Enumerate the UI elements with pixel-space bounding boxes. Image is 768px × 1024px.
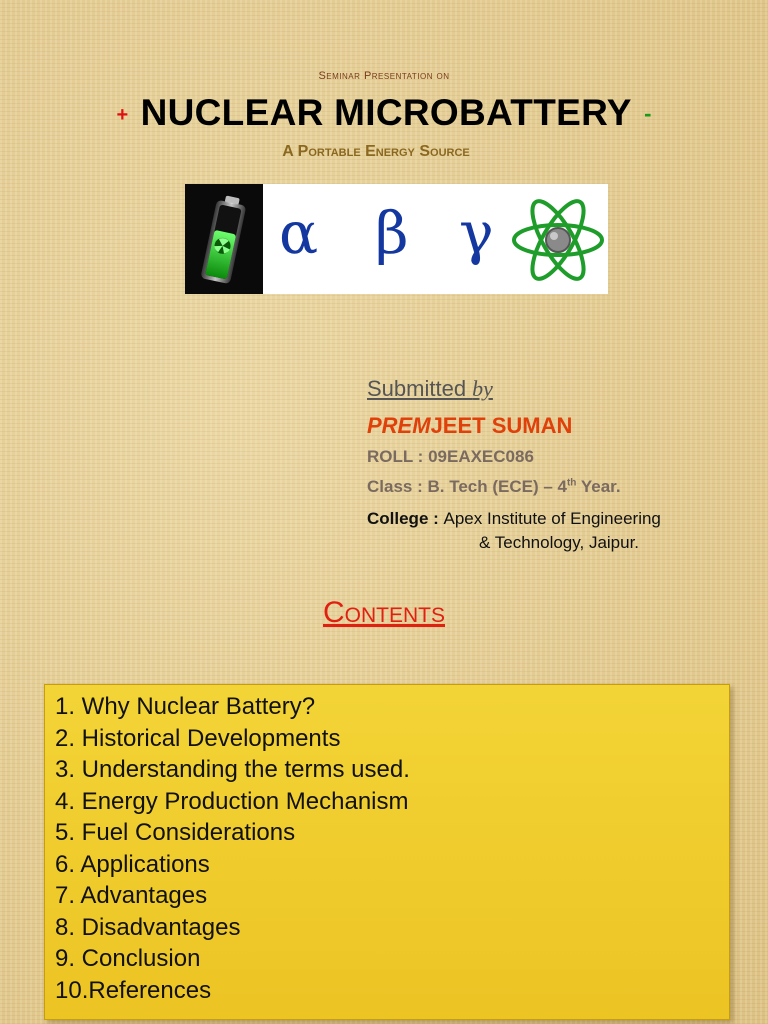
title-row <box>0 92 768 134</box>
list-item: 6. Applications <box>55 850 210 878</box>
page-title: NUCLEAR MICROBATTERY <box>140 92 632 133</box>
minus-symbol: - <box>644 101 652 126</box>
class-info: Class : B. Tech (ECE) – 4th Year. <box>367 477 621 496</box>
roll-number: ROLL : 09EAXEC086 <box>367 447 534 466</box>
list-item: 8. Disadvantages <box>55 913 241 941</box>
gamma-symbol: γ <box>459 199 494 267</box>
list-item: 5. Fuel Considerations <box>55 819 296 846</box>
seminar-label: Seminar Presentation on <box>318 70 450 82</box>
contents-heading: Contents <box>323 596 445 629</box>
list-item: 9. Conclusion <box>55 945 201 972</box>
college-info: College : Apex Institute of Engineering & Technology, Jaipur. <box>367 509 661 552</box>
beta-symbol: β <box>375 199 409 267</box>
page-subtitle: A Portable Energy Source <box>282 143 470 160</box>
list-item: 3. Understanding the terms used. <box>55 756 410 783</box>
list-item: 10.References <box>55 976 212 1004</box>
radiation-types-image <box>263 184 608 294</box>
battery-icon <box>185 184 263 294</box>
list-item: 1. Why Nuclear Battery? <box>55 693 316 720</box>
list-item: 7. Advantages <box>55 882 208 909</box>
author-name: PREMJEET SUMAN <box>367 413 573 438</box>
contents-list <box>55 691 729 1006</box>
alpha-symbol: α <box>279 199 319 267</box>
plus-symbol: + <box>116 104 129 126</box>
list-item: 2. Historical Developments <box>55 724 341 752</box>
banner-image <box>185 184 608 296</box>
list-item: 4. Energy Production Mechanism <box>55 787 409 815</box>
atom-icon <box>509 188 607 292</box>
submitted-by-label: Submitted by <box>367 376 493 401</box>
contents-list-box <box>44 684 730 1020</box>
